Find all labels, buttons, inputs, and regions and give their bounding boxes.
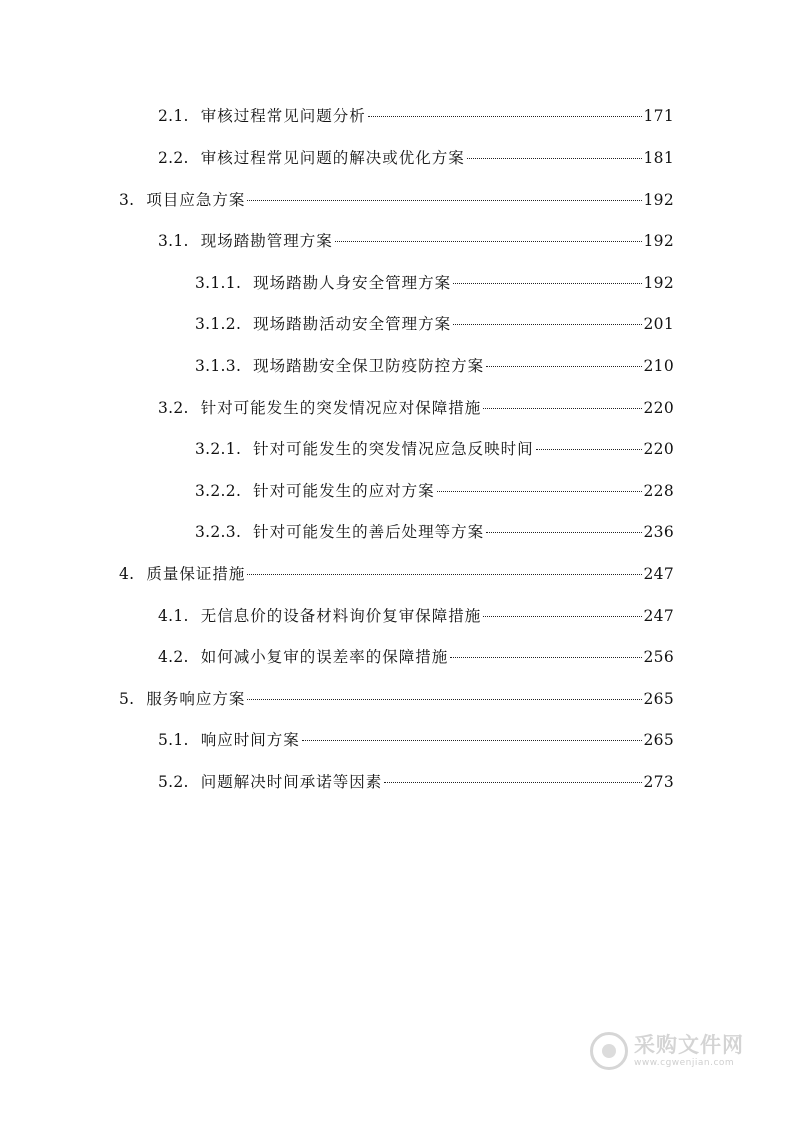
toc-title: 针对可能发生的善后处理等方案 — [253, 523, 485, 541]
toc-leader-dots — [486, 532, 641, 533]
toc-page-number: 273 — [643, 773, 674, 791]
toc-number: 2.1. — [158, 107, 189, 125]
toc-page-number: 192 — [643, 232, 674, 250]
toc-leader-dots — [247, 200, 641, 201]
toc-title: 现场踏勘安全保卫防疫防控方案 — [253, 357, 485, 375]
toc-number: 3.2.3. — [195, 523, 242, 541]
toc-page-number: 220 — [643, 399, 674, 417]
watermark-url: www.cgwenjian.com — [634, 1057, 735, 1068]
toc-entry-5-1[interactable] — [158, 730, 674, 750]
toc-number: 3.2.2. — [195, 482, 242, 500]
toc-number: 3. — [119, 191, 135, 209]
toc-title: 无信息价的设备材料询价复审保障措施 — [200, 607, 482, 625]
toc-page-number: 171 — [643, 107, 674, 125]
toc-title: 现场踏勘人身安全管理方案 — [253, 274, 452, 292]
toc-page-number: 247 — [643, 607, 674, 625]
toc-leader-dots — [453, 283, 641, 284]
watermark-text — [634, 1032, 744, 1068]
toc-number: 4.2. — [158, 648, 189, 666]
toc-entry-3[interactable] — [119, 190, 674, 210]
toc-page-number: 210 — [643, 357, 674, 375]
toc-entry-4-1[interactable] — [158, 606, 674, 626]
toc-number: 3.2.1. — [195, 440, 242, 458]
toc-title: 响应时间方案 — [200, 731, 300, 749]
toc-number: 3.2. — [158, 399, 189, 417]
watermark-logo-icon — [590, 1032, 628, 1070]
toc-leader-dots — [247, 574, 641, 575]
toc-leader-dots — [453, 324, 641, 325]
toc-title: 审核过程常见问题分析 — [200, 107, 366, 125]
toc-leader-dots — [247, 699, 641, 700]
toc-leader-dots — [384, 782, 641, 783]
toc-title: 问题解决时间承诺等因素 — [200, 773, 383, 791]
toc-entry-3-1-2[interactable] — [195, 314, 674, 334]
toc-number: 4. — [119, 565, 135, 583]
toc-number: 5. — [119, 690, 135, 708]
toc-number: 5.1. — [158, 731, 189, 749]
toc-title: 现场踏勘管理方案 — [200, 232, 333, 250]
toc-entry-3-2-3[interactable] — [195, 522, 674, 542]
toc-entry-4[interactable] — [119, 564, 674, 584]
toc-number: 3.1.3. — [195, 357, 242, 375]
toc-page-number: 236 — [643, 523, 674, 541]
toc-page-number: 228 — [643, 482, 674, 500]
toc-entry-3-1[interactable] — [158, 231, 674, 251]
toc-page-number: 181 — [643, 149, 674, 167]
toc-number: 3.1.1. — [195, 274, 242, 292]
toc-number: 3.1. — [158, 232, 189, 250]
toc-page-number: 192 — [643, 191, 674, 209]
toc-page-number: 265 — [643, 690, 674, 708]
toc-number: 4.1. — [158, 607, 189, 625]
toc-leader-dots — [368, 116, 642, 117]
toc-leader-dots — [483, 616, 641, 617]
toc-leader-dots — [335, 241, 642, 242]
toc-title: 项目应急方案 — [146, 191, 246, 209]
toc-title: 现场踏勘活动安全管理方案 — [253, 315, 452, 333]
toc-page-number: 220 — [643, 440, 674, 458]
toc-title: 服务响应方案 — [146, 690, 246, 708]
toc-leader-dots — [483, 408, 641, 409]
toc-entry-3-1-1[interactable] — [195, 273, 674, 293]
toc-entry-3-2[interactable] — [158, 398, 674, 418]
toc-page-number: 256 — [643, 648, 674, 666]
toc-title: 针对可能发生的应对方案 — [253, 482, 435, 500]
toc-title: 针对可能发生的突发情况应对保障措施 — [200, 399, 482, 417]
toc-title: 如何减小复审的误差率的保障措施 — [200, 648, 449, 666]
toc-leader-dots — [450, 657, 641, 658]
toc-page-number: 247 — [643, 565, 674, 583]
toc-title: 审核过程常见问题的解决或优化方案 — [200, 149, 465, 167]
toc-leader-dots — [302, 740, 642, 741]
toc-entry-5-2[interactable] — [158, 772, 674, 792]
toc-page-number: 201 — [643, 315, 674, 333]
toc-leader-dots — [486, 366, 641, 367]
toc-entry-3-2-1[interactable] — [195, 439, 674, 459]
toc-title: 质量保证措施 — [146, 565, 246, 583]
toc-leader-dots — [467, 158, 642, 159]
watermark-title: 采购文件网 — [634, 1032, 744, 1057]
toc-entry-4-2[interactable] — [158, 647, 674, 667]
toc-entry-3-1-3[interactable] — [195, 356, 674, 376]
toc-entry-5[interactable] — [119, 689, 674, 709]
toc-page-number: 265 — [643, 731, 674, 749]
toc-entry-3-2-2[interactable] — [195, 481, 674, 501]
toc-leader-dots — [536, 449, 642, 450]
watermark — [590, 1028, 770, 1074]
toc-entry-2-1[interactable] — [158, 106, 674, 126]
toc-number: 3.1.2. — [195, 315, 242, 333]
toc-page-number: 192 — [643, 274, 674, 292]
toc-leader-dots — [437, 491, 642, 492]
toc-number: 2.2. — [158, 149, 189, 167]
toc-entry-2-2[interactable] — [158, 148, 674, 168]
toc-number: 5.2. — [158, 773, 189, 791]
toc-title: 针对可能发生的突发情况应急反映时间 — [253, 440, 534, 458]
